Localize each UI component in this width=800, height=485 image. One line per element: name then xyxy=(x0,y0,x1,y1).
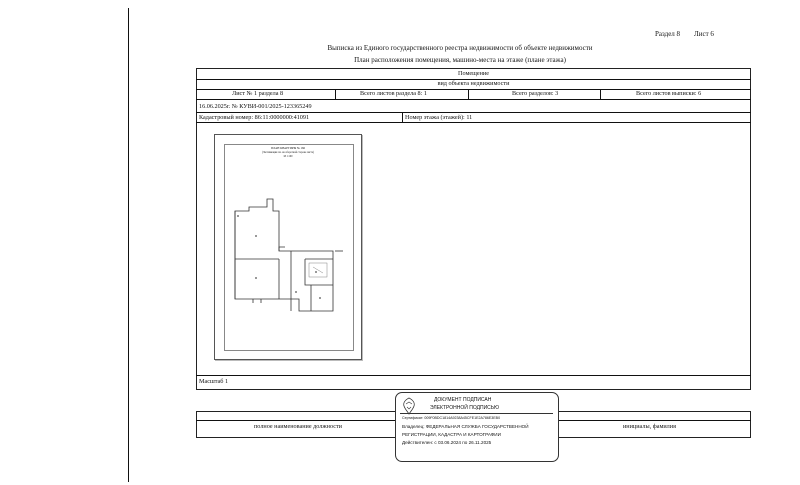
floor-number: Номер этажа (этажей): 11 xyxy=(405,114,473,121)
object-type-label: вид объекта недвижимости xyxy=(437,80,510,87)
row-divider xyxy=(196,99,751,100)
plan-caption-title: ПЛАН КВАРТИРЫ № 166 xyxy=(270,146,306,150)
section-number: Раздел 8 xyxy=(655,30,681,38)
cell-divider xyxy=(335,89,336,99)
signature-stamp xyxy=(395,392,559,462)
total-sheets-extract: Всего листов выписки: 6 xyxy=(636,90,702,97)
cell-divider xyxy=(600,89,601,99)
position-label: полное наименование должности xyxy=(254,423,342,430)
object-type-value: Помещение xyxy=(458,70,489,77)
floor-plan-image xyxy=(214,134,362,360)
name-label: инициалы, фамилия xyxy=(623,423,676,430)
stamp-owner-2: РЕГИСТРАЦИИ, КАДАСТРА И КАРТОГРАФИИ xyxy=(402,432,501,437)
document-subtitle: План расположения помещения, машино-места на этаже (плане этажа) xyxy=(354,56,566,64)
scale: Масштаб 1 xyxy=(199,378,229,385)
plan-caption-scale: М 1:100 xyxy=(283,155,293,158)
row-divider xyxy=(196,375,751,376)
stamp-validity: Действителен: с 03.06.2024 по 26.11.2025 xyxy=(402,440,492,445)
plan-caption-note: (Экспликация см. на оборотной стороне листа) xyxy=(262,151,314,154)
date-number: 16.06.2025г. № КУВИ-001/2025-123365249 xyxy=(199,103,312,110)
total-sections: Всего разделов: 3 xyxy=(512,90,559,97)
sheet-number: Лист 6 xyxy=(694,30,714,38)
row-divider xyxy=(196,122,751,123)
cell-divider xyxy=(468,89,469,99)
floor-plan-drawing xyxy=(215,135,361,359)
stamp-divider xyxy=(400,413,553,414)
scan-edge-line xyxy=(128,8,129,482)
row-divider xyxy=(196,112,751,113)
stamp-owner-1: Владелец: ФЕДЕРАЛЬНАЯ СЛУЖБА ГОСУДАРСТВЕННОЙ xyxy=(402,424,529,429)
stamp-certificate: Сертификат: 009F0BDC1814A9238A45CFE1E2A786E3EB0 xyxy=(402,416,501,420)
cell-divider xyxy=(402,112,403,122)
sheet-of-section: Лист № 1 раздела 8 xyxy=(232,90,284,97)
stamp-line-1: ДОКУМЕНТ ПОДПИСАН xyxy=(434,397,492,403)
stamp-line-2: ЭЛЕКТРОННОЙ ПОДПИСЬЮ xyxy=(430,405,500,411)
cadastral-number: Кадастровый номер: 86:11:0000000:41091 xyxy=(199,114,310,121)
document-title: Выписка из Единого государственного реестра недвижимости об объекте недвижимости xyxy=(327,44,593,52)
total-sheets-section: Всего листов раздела 8: 1 xyxy=(360,90,427,97)
